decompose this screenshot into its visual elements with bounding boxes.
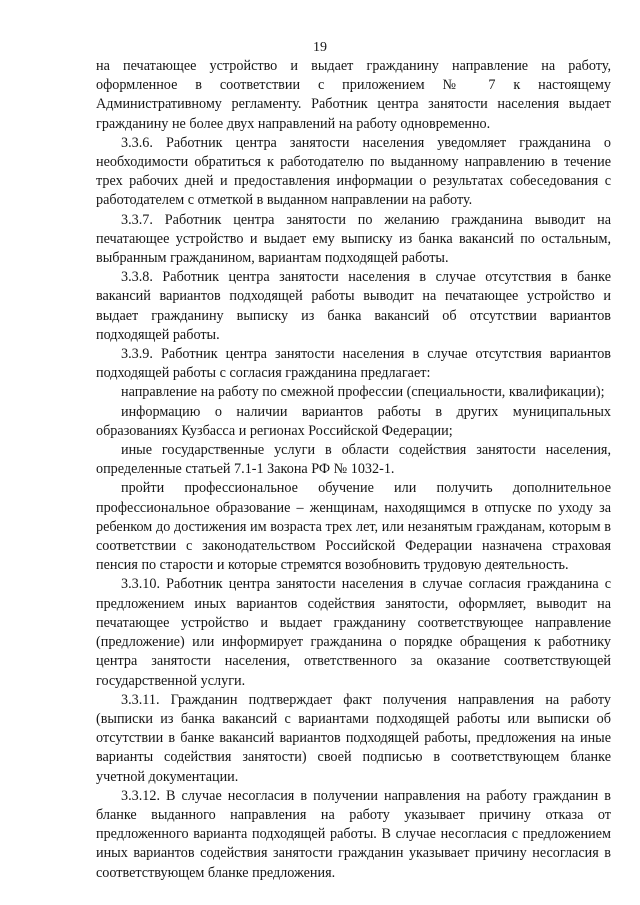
- list-item-other-municipalities: информацию о наличии вариантов работы в других муниципальных образованиях Кузбасса и регионах Российской Федерации;: [96, 403, 611, 439]
- list-item-professional-training: пройти профессиональное обучение или получить дополнительное профессиональное образование – женщинам, находящимся в отпуске по уходу за ребенком до достижения им возраста трех лет, или незанятым гражданам, которым в соответствии с законодательством Российской Федерации назначена страховая пенсия по старости и которые стремятся возобновить трудовую деятельность.: [96, 480, 611, 574]
- paragraph-3-3-8: 3.3.8. Работник центра занятости населения в случае отсутствия в банке вакансий вариантов подходящей работы выводит на печатающее устройство и выдает гражданину выписку из банка вакансий об отсутствии вариантов подходящей работы.: [96, 269, 611, 343]
- page-number: 19: [313, 40, 327, 55]
- list-item-related-profession: направление на работу по смежной профессии (специальности, квалификации);: [121, 384, 605, 401]
- paragraph-3-3-6: 3.3.6. Работник центра занятости населения уведомляет гражданина о необходимости обратиться к работодателю по выданному направлению в течение трех рабочих дней и предоставления информации о результатах собеседования с работодателем с отметкой в выданном направлении на работу.: [96, 134, 611, 209]
- paragraph-continuation: на печатающее устройство и выдает гражданину направление на работу, оформленное в соответствии с приложением № 7 к настоящему Административному регламенту. Работник центра занятости населения выдает гражданину не более двух направлений на работу одновременно.: [96, 58, 611, 132]
- list-item-other-services: иные государственные услуги в области содействия занятости населения, определенные статьей 7.1-1 Закона РФ № 1032-1.: [96, 442, 611, 478]
- paragraph-3-3-12: 3.3.12. В случае несогласия в получении направления на работу гражданин в бланке выданного направления на работу указывает причину отказа от предложенного варианта подходящей работы. В случае несогласия с предложением иных вариантов содействия занятости гражданин указывает причину несогласия в соответствующем бланке предложения.: [96, 787, 611, 881]
- document-body: [96, 57, 611, 883]
- paragraph-3-3-9: 3.3.9. Работник центра занятости населения в случае отсутствия вариантов подходящей работы с согласия гражданина предлагает:: [96, 346, 611, 382]
- paragraph-3-3-7: 3.3.7. Работник центра занятости по желанию гражданина выводит на печатающее устройство и выдает ему выписку из банка вакансий по остальным, выбранным гражданином, вариантам подходящей работы.: [96, 211, 611, 267]
- paragraph-3-3-11: 3.3.11. Гражданин подтверждает факт получения направления на работу (выписки из банка вакансий с вариантами подходящей работы или выписки об отсутствии в банке вакансий вариантов подходящей работы, предложения на иные варианты содействия занятости) своей подписью в соответствующем бланке учетной документации.: [96, 691, 611, 785]
- paragraph-3-3-10: 3.3.10. Работник центра занятости населения в случае согласия гражданина с предложением иных вариантов содействия занятости, оформляет, выводит на печатающее устройство и выдает гражданину соответствующее направление (предложение) или информирует гражданина о порядке обращения к работнику центра занятости населения, ответственного за оказание соответствующей государственной услуги.: [96, 576, 611, 689]
